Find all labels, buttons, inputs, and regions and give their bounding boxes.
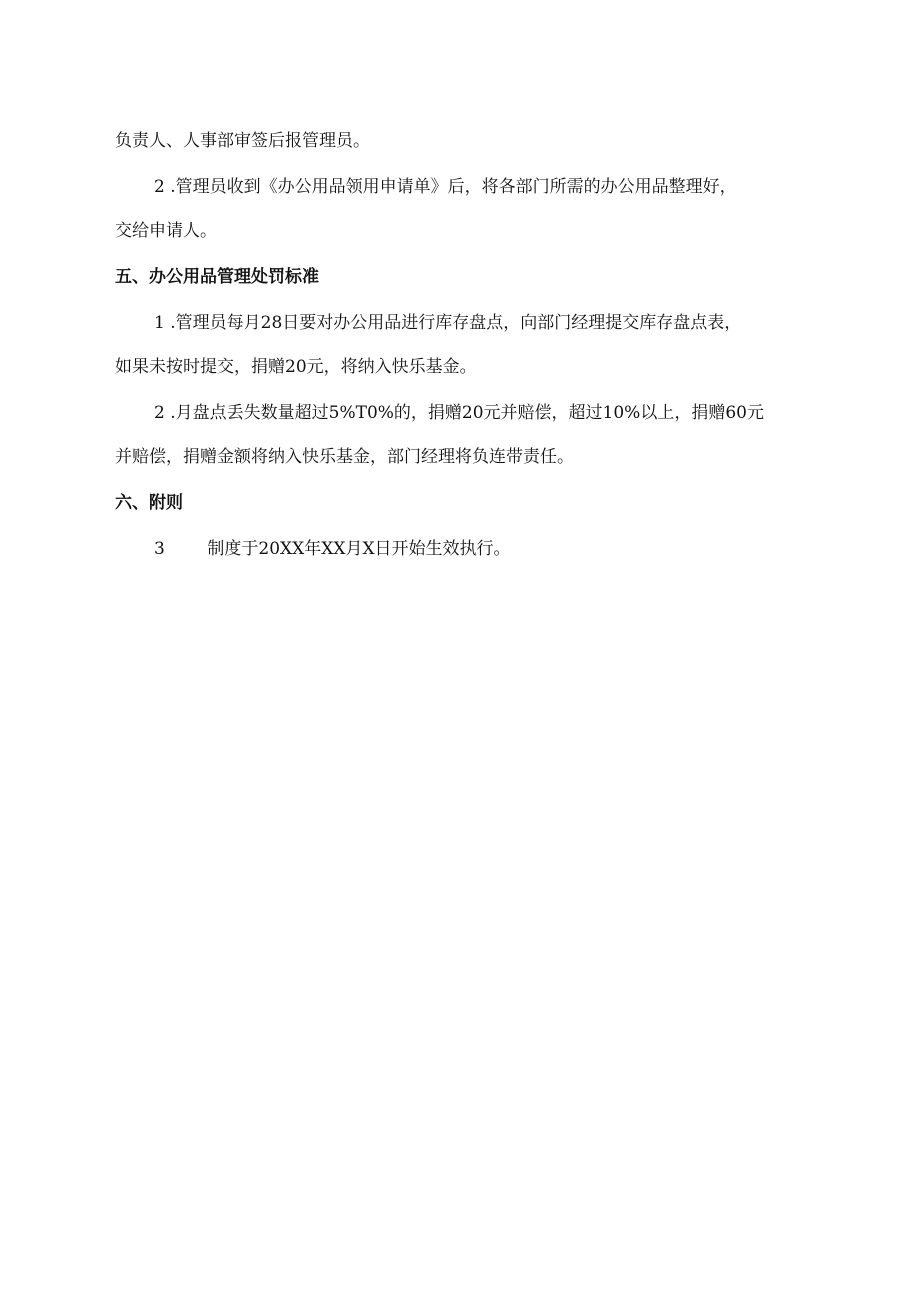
section-6-heading: 六、附则 <box>115 493 183 513</box>
section-5-item-1-line1 <box>154 312 741 334</box>
paragraph-item-2-line1 <box>154 176 737 198</box>
item-number: 2 <box>154 177 165 197</box>
section-6-item <box>154 538 511 560</box>
paragraph-text: .月盘点丢失数量超过5%T0%的，捐赠20元并赔偿，超过10%以上，捐赠60元 <box>170 403 764 423</box>
paragraph-text: .管理员每月28日要对办公用品进行库存盘点，向部门经理提交库存盘点表， <box>170 313 742 333</box>
item-number: 2 <box>154 403 165 423</box>
item-number: 3 <box>154 539 165 559</box>
section-5-item-2-line2: 并赔偿，捐赠金额将纳入快乐基金，部门经理将负连带责任。 <box>115 447 574 467</box>
item-number: 1 <box>154 313 165 333</box>
section-5-item-2-line1 <box>154 402 764 424</box>
section-5-heading: 五、办公用品管理处罚标准 <box>115 267 319 287</box>
paragraph-item-2-line2: 交给申请人。 <box>115 221 217 241</box>
continuation-line: 负责人、人事部审签后报管理员。 <box>115 131 370 151</box>
paragraph-text: .管理员收到《办公用品领用申请单》后，将各部门所需的办公用品整理好， <box>170 177 737 197</box>
paragraph-text: 制度于20XX年XX月X日开始生效执行。 <box>207 539 511 559</box>
section-5-item-1-line2: 如果未按时提交，捐赠20元，将纳入快乐基金。 <box>115 357 477 377</box>
